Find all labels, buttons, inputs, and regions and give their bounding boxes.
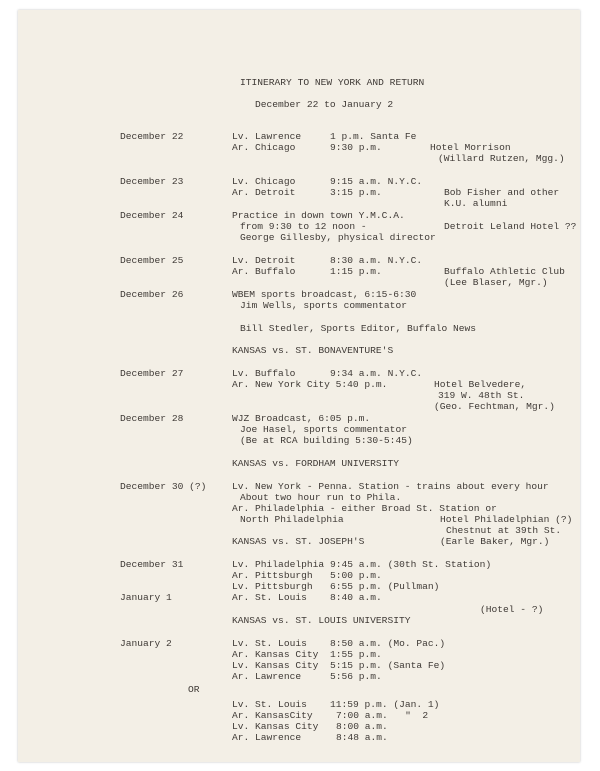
- game-heading: KANSAS vs. FORDHAM UNIVERSITY: [232, 458, 399, 469]
- route-cell: WJZ Broadcast, 6:05 p.m.: [232, 413, 371, 424]
- note-cell: (Hotel - ?): [480, 604, 544, 615]
- time-cell: 6:55 p.m. (Pullman): [330, 581, 440, 592]
- route-cell: (Be at RCA building 5:30-5:45): [240, 435, 413, 446]
- game-heading: KANSAS vs. ST. BONAVENTURE'S: [232, 345, 394, 356]
- date-cell: December 26: [120, 289, 184, 300]
- note-cell: Hotel Morrison: [430, 142, 511, 153]
- route-cell: Ar. New York City 5:40 p.m.: [232, 379, 388, 390]
- note-cell: (Geo. Fechtman, Mgr.): [434, 401, 555, 412]
- route-cell: Lv. Lawrence: [232, 131, 302, 142]
- route-cell: Lv. St. Louis: [232, 638, 307, 649]
- route-cell: Lv. Kansas City: [232, 721, 319, 732]
- document-page: [18, 10, 580, 762]
- route-cell: Ar. Philadelphia - either Broad St. Station or: [232, 503, 497, 514]
- time-cell: 8:40 a.m.: [330, 592, 382, 603]
- route-cell: About two hour run to Phila.: [240, 492, 402, 503]
- time-cell: 8:50 a.m. (Mo. Pac.): [330, 638, 446, 649]
- time-cell: 9:15 a.m. N.Y.C.: [330, 176, 423, 187]
- note-cell: Chestnut at 39th St.: [446, 525, 562, 536]
- time-cell: 8:48 a.m.: [336, 732, 388, 743]
- date-cell: December 25: [120, 255, 184, 266]
- time-cell: 5:00 p.m.: [330, 570, 382, 581]
- route-cell: Ar. Buffalo: [232, 266, 296, 277]
- document-title: ITINERARY TO NEW YORK AND RETURN: [240, 77, 425, 88]
- route-cell: Ar. Detroit: [232, 187, 296, 198]
- note-cell: Hotel Belvedere,: [434, 379, 527, 390]
- time-cell: 9:34 a.m. N.Y.C.: [330, 368, 423, 379]
- note-cell: (Willard Rutzen, Mgg.): [438, 153, 565, 164]
- time-cell: 7:00 a.m. " 2: [336, 710, 429, 721]
- time-cell: 8:00 a.m.: [336, 721, 388, 732]
- route-cell: Lv. Detroit: [232, 255, 296, 266]
- note-cell: Bob Fisher and other: [444, 187, 560, 198]
- route-cell: Practice in down town Y.M.C.A.: [232, 210, 405, 221]
- route-cell: Ar. Lawrence: [232, 732, 302, 743]
- date-range: December 22 to January 2: [255, 99, 394, 110]
- date-cell: December 31: [120, 559, 184, 570]
- route-cell: Ar. Chicago: [232, 142, 296, 153]
- note-cell: 319 W. 48th St.: [438, 390, 525, 401]
- route-cell: Lv. New York - Penna. Station - trains about every hour: [232, 481, 549, 492]
- time-cell: 3:15 p.m.: [330, 187, 382, 198]
- route-cell: WBEM sports broadcast, 6:15-6:30: [232, 289, 417, 300]
- date-cell: December 23: [120, 176, 184, 187]
- route-cell: Lv. St. Louis: [232, 699, 307, 710]
- route-cell: Bill Stedler, Sports Editor, Buffalo News: [240, 323, 477, 334]
- time-cell: 1 p.m. Santa Fe: [330, 131, 417, 142]
- route-cell: Ar. KansasCity: [232, 710, 313, 721]
- note-cell: (Lee Blaser, Mgr.): [444, 277, 548, 288]
- or-separator: OR: [188, 684, 200, 695]
- date-cell: December 30 (?): [120, 481, 207, 492]
- route-cell: from 9:30 to 12 noon -: [240, 221, 367, 232]
- route-cell: Lv. Philadelphia: [232, 559, 325, 570]
- date-cell: December 24: [120, 210, 184, 221]
- route-cell: Ar. St. Louis: [232, 592, 307, 603]
- date-cell: December 28: [120, 413, 184, 424]
- route-cell: Lv. Buffalo: [232, 368, 296, 379]
- route-cell: Jim Wells, sports commentator: [240, 300, 407, 311]
- note-cell: Detroit Leland Hotel ??: [444, 221, 577, 232]
- time-cell: 8:30 a.m. N.Y.C.: [330, 255, 423, 266]
- time-cell: 9:45 a.m. (30th St. Station): [330, 559, 492, 570]
- time-cell: 9:30 p.m.: [330, 142, 382, 153]
- time-cell: 5:15 p.m. (Santa Fe): [330, 660, 446, 671]
- date-cell: December 27: [120, 368, 184, 379]
- game-heading: KANSAS vs. ST. JOSEPH'S: [232, 536, 365, 547]
- date-cell: January 2: [120, 638, 172, 649]
- note-cell: K.U. alumni: [444, 198, 508, 209]
- time-cell: 5:56 p.m.: [330, 671, 382, 682]
- route-cell: Lv. Kansas City: [232, 660, 319, 671]
- route-cell: Lv. Pittsburgh: [232, 581, 313, 592]
- route-cell: Ar. Kansas City: [232, 649, 319, 660]
- note-cell: Buffalo Athletic Club: [444, 266, 565, 277]
- time-cell: 1:55 p.m.: [330, 649, 382, 660]
- note-cell: Hotel Philadelphian (?): [440, 514, 573, 525]
- route-cell: Ar. Pittsburgh: [232, 570, 313, 581]
- time-cell: 1:15 p.m.: [330, 266, 382, 277]
- route-cell: George Gillesby, physical director: [240, 232, 436, 243]
- route-cell: Ar. Lawrence: [232, 671, 302, 682]
- date-cell: December 22: [120, 131, 184, 142]
- game-heading: KANSAS vs. ST. LOUIS UNIVERSITY: [232, 615, 411, 626]
- time-cell: 11:59 p.m. (Jan. 1): [330, 699, 440, 710]
- route-cell: Joe Hasel, sports commentator: [240, 424, 407, 435]
- route-cell: Lv. Chicago: [232, 176, 296, 187]
- note-cell: (Earle Baker, Mgr.): [440, 536, 550, 547]
- route-cell: North Philadelphia: [240, 514, 344, 525]
- date-cell: January 1: [120, 592, 172, 603]
